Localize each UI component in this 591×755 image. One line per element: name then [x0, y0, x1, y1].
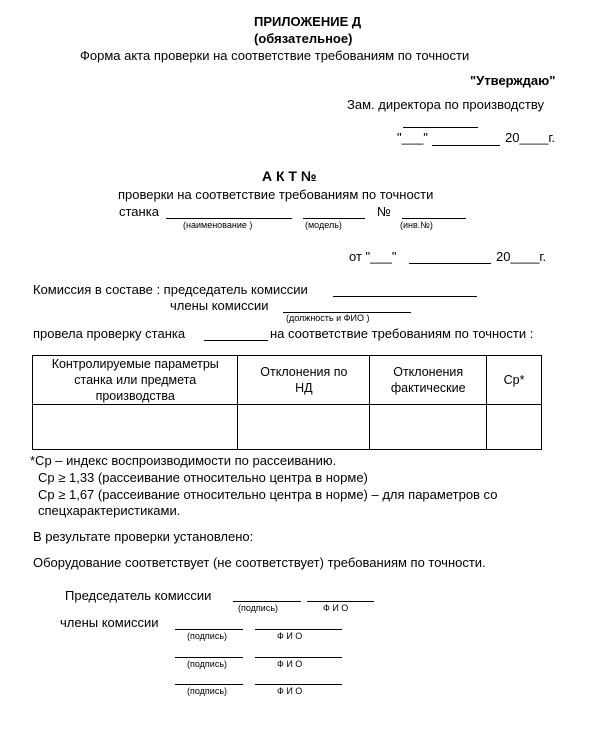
- inv-number-line: [402, 218, 466, 219]
- result-heading: В результате проверки установлено:: [33, 529, 254, 544]
- table-cell[interactable]: [487, 405, 542, 450]
- member2-signature-line: [175, 657, 243, 658]
- approval-date-day: "___": [397, 130, 428, 145]
- chairman-label: Председатель комиссии: [65, 588, 212, 603]
- commission-members-hint: (должность и ФИО ): [286, 313, 370, 323]
- header-parameters: Контролируемые параметры станка или предмета производства: [33, 356, 238, 405]
- approval-date-month-line: [432, 145, 500, 146]
- header-deviation-nd: Отклонения по НД: [238, 356, 370, 405]
- page-subtitle: (обязательное): [254, 31, 353, 46]
- commission-chair-line: [333, 296, 477, 297]
- chairman-fio-line: [307, 601, 374, 602]
- member2-fio-hint: Ф И О: [277, 659, 303, 669]
- act-date-month-line: [409, 263, 491, 264]
- stanok-model-line: [303, 218, 365, 219]
- table-cell[interactable]: [238, 405, 370, 450]
- header-cp: Ср*: [487, 356, 542, 405]
- hint-name: (наименование ): [183, 220, 253, 230]
- table-cell[interactable]: [370, 405, 487, 450]
- stanok-label: станка: [119, 204, 159, 219]
- form-caption: Форма акта проверки на соответствие требованиям по точности: [80, 48, 470, 63]
- member3-podpis-hint: (подпись): [187, 686, 228, 696]
- note-cp-167: Ср ≥ 1,67 (рассеивание относительно центра в норме) – для параметров со: [38, 487, 498, 502]
- check-stanok-line: [204, 340, 268, 341]
- approval-heading: "Утверждаю": [470, 73, 556, 88]
- parameters-table: [32, 355, 542, 450]
- table-header-row: [33, 356, 542, 405]
- check-label-post: на соответствие требованиям по точности :: [270, 326, 534, 341]
- director-signature-line: [403, 127, 478, 128]
- table-row: [33, 405, 542, 450]
- page-title: ПРИЛОЖЕНИЕ Д: [254, 14, 362, 29]
- approval-date-year: 20____г.: [505, 130, 556, 145]
- chairman-signature-line: [233, 601, 301, 602]
- hint-model: (модель): [305, 220, 342, 230]
- stanok-name-line: [166, 218, 292, 219]
- note-special: спецхарактеристиками.: [38, 503, 181, 518]
- check-label-pre: провела проверку станка: [33, 326, 186, 341]
- member1-signature-line: [175, 629, 243, 630]
- act-date-day: от "___": [349, 249, 397, 264]
- commission-members-label: члены комиссии: [170, 298, 269, 313]
- member1-podpis-hint: (подпись): [187, 631, 228, 641]
- member1-fio-line: [255, 629, 342, 630]
- member3-signature-line: [175, 684, 243, 685]
- member1-fio-hint: Ф И О: [277, 631, 303, 641]
- member2-fio-line: [255, 657, 342, 658]
- member2-podpis-hint: (подпись): [187, 659, 228, 669]
- chairman-fio-hint: Ф И О: [323, 603, 349, 613]
- note-cp-definition: *Ср – индекс воспроизводимости по рассеиванию.: [30, 453, 337, 468]
- table-cell[interactable]: [33, 405, 238, 450]
- inv-number-label: №: [377, 204, 391, 219]
- approval-position: Зам. директора по производству: [347, 97, 544, 112]
- header-deviation-actual: Отклонения фактические: [370, 356, 487, 405]
- act-line1: проверки на соответствие требованиям по точности: [118, 187, 434, 202]
- member3-fio-hint: Ф И О: [277, 686, 303, 696]
- note-cp-133: Ср ≥ 1,33 (рассеивание относительно центра в норме): [38, 470, 368, 485]
- members-label: члены комиссии: [60, 615, 159, 630]
- result-statement: Оборудование соответствует (не соответствует) требованиям по точности.: [33, 555, 486, 570]
- commission-chair-label: Комиссия в составе : председатель комиссии: [33, 282, 308, 297]
- chairman-podpis-hint: (подпись): [238, 603, 279, 613]
- hint-inv: (инв.№): [400, 220, 433, 230]
- member3-fio-line: [255, 684, 342, 685]
- act-date-year: 20____г.: [496, 249, 547, 264]
- act-heading: А К Т №: [262, 168, 317, 184]
